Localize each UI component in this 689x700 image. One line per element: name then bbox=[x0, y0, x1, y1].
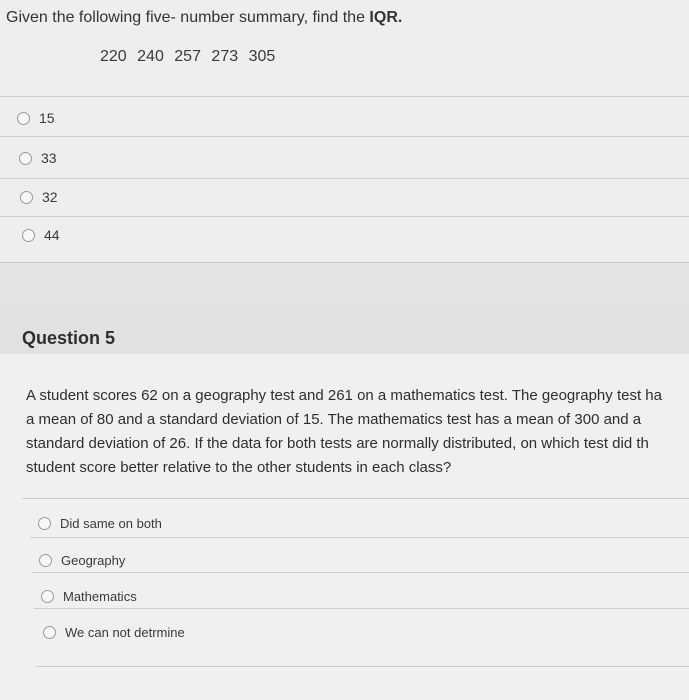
option-32[interactable] bbox=[20, 189, 58, 205]
question-prompt bbox=[6, 9, 402, 27]
radio-button[interactable] bbox=[19, 152, 32, 165]
option-label: Did same on both bbox=[60, 516, 162, 531]
question-prompt-text: Given the following five- number summary, find the bbox=[6, 9, 370, 26]
option-44[interactable] bbox=[22, 227, 60, 243]
option-label: We can not detrmine bbox=[65, 625, 185, 640]
radio-button[interactable] bbox=[22, 229, 35, 242]
divider bbox=[0, 262, 689, 263]
question-text bbox=[26, 384, 689, 480]
option-label: 33 bbox=[41, 150, 57, 166]
radio-button[interactable] bbox=[43, 626, 56, 639]
option-mathematics[interactable] bbox=[41, 589, 137, 604]
option-label: Mathematics bbox=[63, 589, 137, 604]
question-text-line: standard deviation of 26. If the data for both tests are normally distributed, on which test did th bbox=[26, 435, 649, 452]
radio-button[interactable] bbox=[38, 517, 51, 530]
option-label: 15 bbox=[39, 110, 55, 126]
divider bbox=[32, 572, 689, 573]
divider bbox=[34, 608, 689, 609]
divider bbox=[22, 498, 689, 499]
question-prompt-emphasis: IQR. bbox=[369, 9, 403, 26]
question-text-line: student score better relative to the other students in each class? bbox=[26, 459, 452, 476]
option-geography[interactable] bbox=[39, 553, 125, 568]
question-separator bbox=[0, 262, 689, 304]
radio-button[interactable] bbox=[20, 191, 33, 204]
radio-button[interactable] bbox=[39, 554, 52, 567]
option-label: 44 bbox=[44, 227, 60, 243]
option-label: 32 bbox=[42, 189, 58, 205]
divider bbox=[30, 537, 689, 538]
divider bbox=[0, 136, 689, 137]
divider bbox=[0, 96, 689, 97]
radio-button[interactable] bbox=[17, 112, 30, 125]
radio-button[interactable] bbox=[41, 590, 54, 603]
question-text-line: a mean of 80 and a standard deviation of 15. The mathematics test has a mean of 300 and a bbox=[26, 411, 642, 428]
option-did-same-on-both[interactable] bbox=[38, 516, 162, 531]
option-label: Geography bbox=[61, 553, 126, 568]
divider bbox=[36, 666, 689, 667]
divider bbox=[0, 178, 689, 179]
divider bbox=[0, 216, 689, 217]
option-15[interactable] bbox=[17, 110, 55, 126]
five-number-summary: 220 240 257 273 305 bbox=[100, 48, 276, 65]
option-33[interactable] bbox=[19, 150, 57, 166]
option-we-can-not-determine[interactable] bbox=[43, 625, 185, 640]
question-4-card bbox=[0, 0, 689, 290]
question-text-line: A student scores 62 on a geography test and 261 on a mathematics test. The geography test ha bbox=[26, 387, 662, 404]
question-title: Question 5 bbox=[22, 328, 116, 348]
